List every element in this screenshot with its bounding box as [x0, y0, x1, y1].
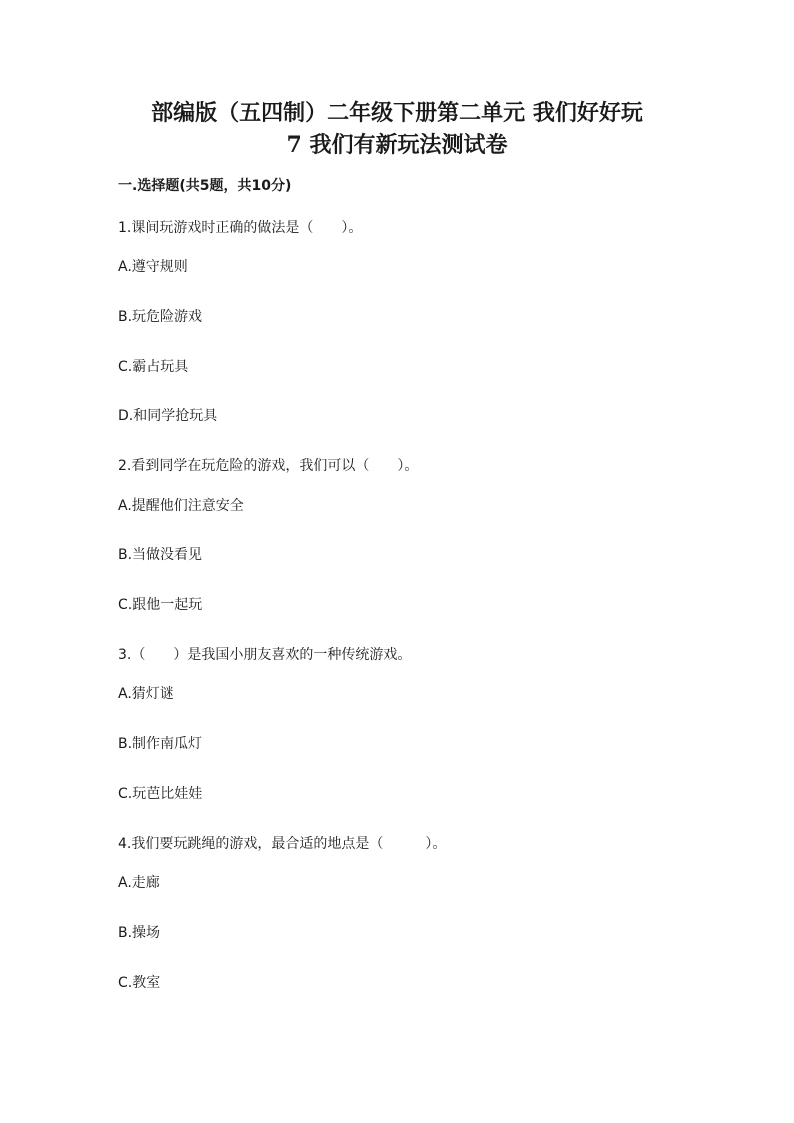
question-2-option-a: A.提醒他们注意安全 — [118, 498, 244, 514]
question-3-option-a: A.猜灯谜 — [118, 686, 174, 702]
question-4-option-b: B.操场 — [118, 925, 161, 941]
question-4-stem: 4.我们要玩跳绳的游戏，最合适的地点是（ ）。 — [118, 836, 447, 852]
question-3-option-c: C.玩芭比娃娃 — [118, 786, 203, 802]
question-2-stem: 2.看到同学在玩危险的游戏，我们可以（ ）。 — [118, 458, 419, 474]
question-1-option-a: A.遵守规则 — [118, 259, 188, 275]
question-2-option-c: C.跟他一起玩 — [118, 597, 203, 613]
question-2-option-b: B.当做没看见 — [118, 547, 203, 563]
question-1-option-d: D.和同学抢玩具 — [118, 408, 218, 424]
question-4-option-a: A.走廊 — [118, 875, 160, 891]
question-3-option-b: B.制作南瓜灯 — [118, 736, 203, 752]
question-1-stem: 1.课间玩游戏时正确的做法是（ ）。 — [118, 220, 363, 236]
question-1-option-b: B.玩危险游戏 — [118, 309, 203, 325]
question-4-option-c: C.教室 — [118, 975, 161, 991]
document-title-line-2: 7 我们有新玩法测试卷 — [286, 132, 508, 158]
question-1-option-c: C.霸占玩具 — [118, 359, 189, 375]
section-heading: 一.选择题(共5题，共10分) — [118, 178, 292, 194]
question-3-stem: 3.（ ）是我国小朋友喜欢的一种传统游戏。 — [118, 647, 412, 663]
document-title-line-1: 部编版（五四制）二年级下册第二单元 我们好好玩 — [151, 100, 643, 126]
